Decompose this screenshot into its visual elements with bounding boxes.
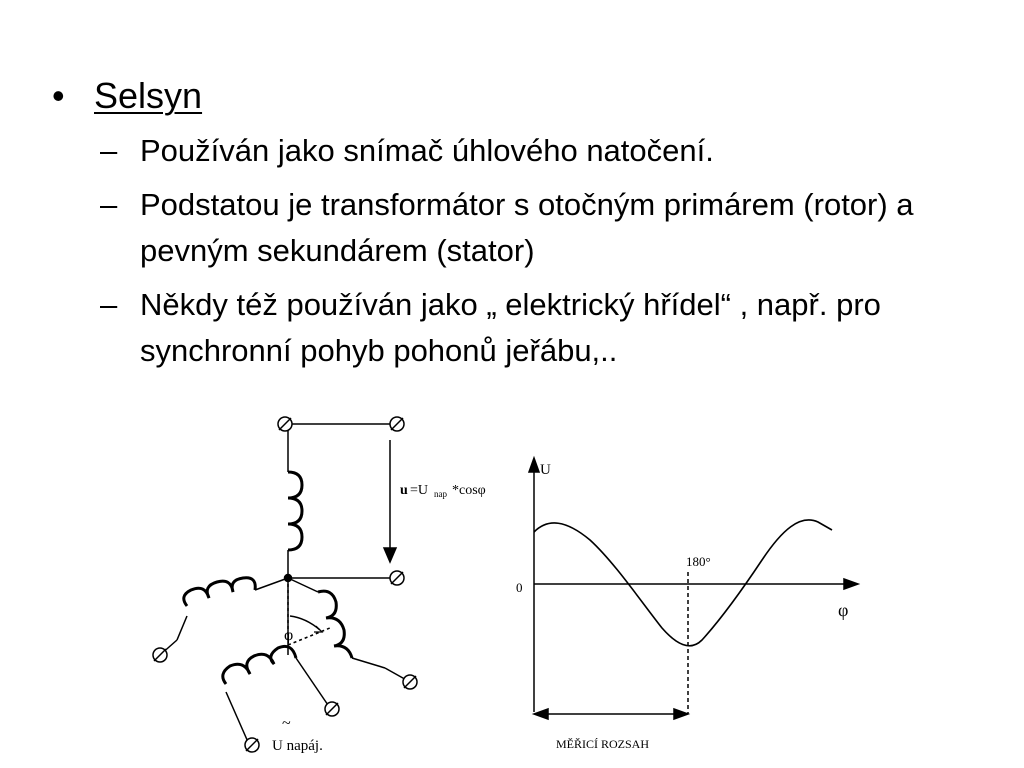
y-axis-label: U [540,462,551,478]
slide-title: Selsyn [94,75,203,116]
voltage-label-eq: =U [410,483,429,498]
voltage-label-tail: *cosφ [452,483,486,498]
x-axis-label: φ [838,600,849,620]
angle-label: φ [284,627,294,644]
origin-label: 0 [516,580,523,595]
sub-bullet-text: Podstatou je transformátor s otočným primárem (rotor) a pevným sekundárem (stator) [140,187,914,268]
range-label: MĚŘICÍ ROZSAH [556,737,650,751]
measuring-range-arrow [534,709,688,719]
dash-marker: – [100,187,118,222]
peak-label: 180° [686,554,711,569]
sub-bullet-text: Používán jako snímač úhlového natočení. [140,133,714,168]
sub-bullet-text: Někdy též používán jako „ elektrický hřídel“ , např. pro synchronní pohyb pohonů jeřábu,.. [140,287,881,368]
output-curve [534,520,832,646]
x-axis [534,579,858,589]
voltage-label-u: u [400,483,408,498]
tilde-label: ~ [282,715,291,732]
dash-marker: – [100,287,118,322]
y-axis [529,458,539,712]
bullet-marker: • [52,75,65,116]
supply-label: U napáj. [272,738,323,754]
voltage-label-sub: nap [434,489,447,499]
dash-marker: – [100,133,118,168]
